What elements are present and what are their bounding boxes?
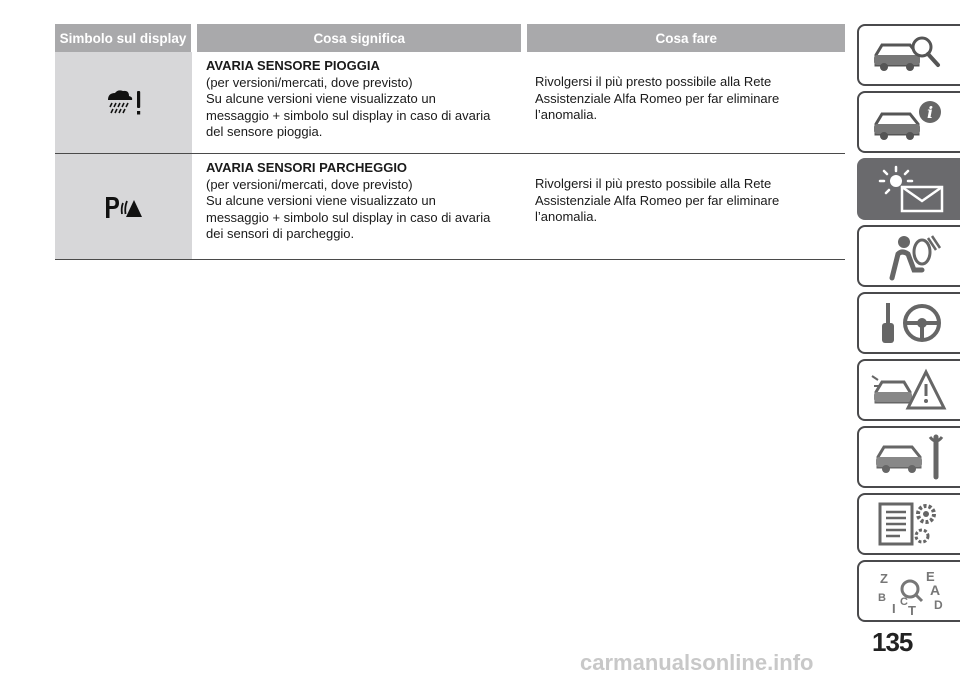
tab-emergency[interactable] — [857, 359, 960, 421]
table-row — [55, 154, 845, 260]
svg-text:T: T — [907, 603, 916, 617]
header-action: Cosa fare — [527, 24, 845, 52]
car-wrench-icon — [870, 431, 950, 483]
warning-title: AVARIA SENSORI PARCHEGGIO — [206, 160, 408, 175]
parking-sensor-warning-icon — [104, 194, 144, 220]
header-symbol: Simbolo sul display — [55, 24, 191, 52]
svg-text:A: A — [929, 582, 940, 598]
symbol-cell — [55, 52, 192, 153]
action-cell: Rivolgersi il più presto possibile alla Rete Assistenziale Alfa Romeo per far eliminare l’anomalia. — [535, 176, 780, 224]
watermark: carmanualsonline.info — [580, 650, 814, 675]
meaning-cell — [192, 154, 519, 259]
warning-description: (per versioni/mercati, dove previsto) Su alcune versioni viene visualizzato un messaggio + simbolo sul display in caso di avaria del sensore pioggia. — [206, 74, 491, 139]
rain-sensor-warning-icon — [104, 88, 144, 118]
warning-table — [55, 24, 845, 260]
tab-car-info[interactable] — [857, 91, 960, 153]
svg-text:D: D — [933, 598, 943, 612]
tab-car-search[interactable] — [857, 24, 960, 86]
svg-text:C: C — [899, 596, 908, 608]
svg-text:Z: Z — [879, 571, 888, 586]
symbol-cell — [55, 154, 192, 259]
airbag-seatbelt-icon — [870, 230, 950, 282]
table-header — [55, 24, 845, 52]
tab-technical-data[interactable] — [857, 493, 960, 555]
spec-list-gear-icon — [870, 498, 950, 550]
key-steering-wheel-icon — [870, 297, 950, 349]
meaning-cell — [192, 52, 519, 153]
tab-index[interactable] — [857, 560, 960, 622]
car-search-icon — [870, 29, 950, 81]
tab-safety[interactable] — [857, 225, 960, 287]
svg-text:E: E — [925, 569, 935, 584]
warning-title: AVARIA SENSORE PIOGGIA — [206, 58, 380, 73]
alphabetical-index-icon — [870, 565, 950, 617]
table-row — [55, 52, 845, 154]
car-breakdown-triangle-icon — [870, 364, 950, 416]
tab-warning-lights[interactable] — [857, 158, 960, 220]
header-meaning: Cosa significa — [197, 24, 522, 52]
tab-maintenance[interactable] — [857, 426, 960, 488]
page-number: 135 — [872, 627, 913, 657]
warning-light-message-icon — [870, 163, 950, 215]
svg-text:i: i — [926, 103, 933, 122]
tab-starting-driving[interactable] — [857, 292, 960, 354]
warning-description: (per versioni/mercati, dove previsto) Su alcune versioni viene visualizzato un messaggio + simbolo sul display in caso di avaria dei sensori di parcheggio. — [206, 176, 491, 241]
svg-text:I: I — [891, 601, 896, 616]
svg-text:B: B — [877, 592, 886, 604]
car-info-icon — [870, 96, 950, 148]
action-cell: Rivolgersi il più presto possibile alla Rete Assistenziale Alfa Romeo per far eliminare l’anomalia. — [535, 74, 780, 122]
